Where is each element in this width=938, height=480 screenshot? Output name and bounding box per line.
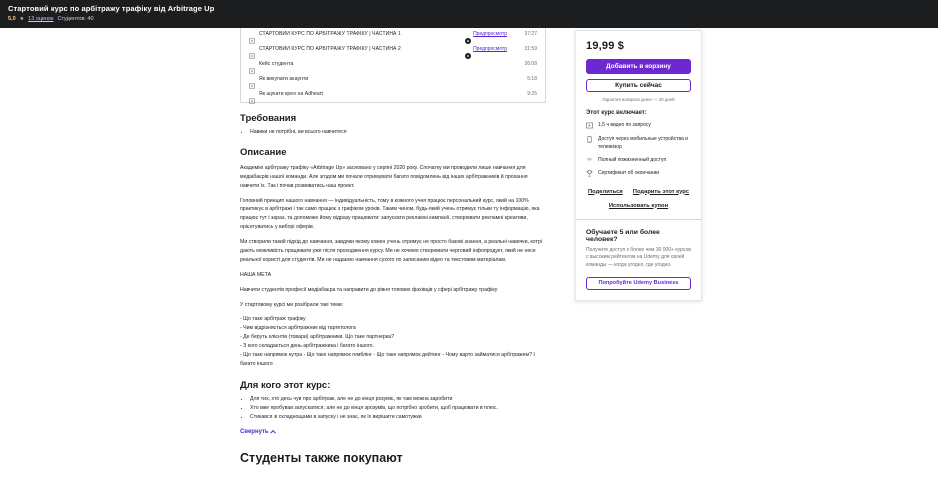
add-to-cart-button[interactable]: Добавить в корзину bbox=[586, 59, 691, 74]
course-price: 19,99 $ bbox=[586, 40, 625, 52]
includes-text: 1,5 ч видео по запросу bbox=[598, 121, 651, 128]
lecture-row[interactable] bbox=[241, 72, 545, 87]
lecture-duration: 37:27 bbox=[524, 30, 537, 37]
lecture-duration: 31:59 bbox=[524, 45, 537, 52]
video-icon bbox=[586, 122, 593, 131]
lecture-duration: 9:25 bbox=[527, 91, 537, 98]
main-content bbox=[240, 25, 546, 465]
lecture-row[interactable] bbox=[241, 87, 545, 102]
description-paragraph: Головний принцип нашого навчання — індивідуальність, тому в кожного учня працює персональний курс, який на 100% практикує в арбітражі і так само працює з графіком уроків. Таким чином, будь-який учень отримує тільки ту інформацію, яка працює тут і зараз, та допоможе йому відразу працювати: запускати рекламні кампанії, створювати рекламні креативи, орієнтуватись у виборі оферів. bbox=[240, 197, 540, 231]
share-link[interactable]: Поделиться bbox=[588, 188, 623, 195]
includes-text: Доступ через мобильные устройства и телевизор bbox=[598, 136, 689, 150]
requirements-list bbox=[250, 128, 546, 137]
students-count: Студентов: 40 bbox=[57, 16, 94, 22]
share-gift-row bbox=[586, 189, 691, 195]
chevron-up-icon bbox=[270, 430, 275, 435]
preview-link[interactable]: Предпросмотр bbox=[473, 30, 507, 37]
lecture-duration: 26:08 bbox=[524, 60, 537, 67]
lecture-video-icon bbox=[249, 61, 255, 67]
preview-link-wrap bbox=[465, 46, 507, 52]
includes-text: Полный пожизненный доступ bbox=[598, 156, 667, 163]
lecture-row[interactable] bbox=[241, 26, 545, 41]
lecture-video-icon bbox=[249, 31, 255, 37]
also-buy-heading: Студенты также покупают bbox=[240, 450, 403, 465]
audience-item: • Хто вже пробував запускатися, але не до кінця зрозумів, що потрібно зробити, щоб працювати в плюс. bbox=[250, 404, 546, 413]
mobile-icon bbox=[586, 136, 593, 145]
ratings-count-link[interactable]: 13 оценок bbox=[28, 16, 54, 22]
infinity-icon: ∞ bbox=[587, 156, 592, 163]
mission-text: Навчити студентів професії медіабаєра та направити до рівня топових фахівців у сфері арбітражу трафіку bbox=[240, 287, 498, 294]
topics-intro: У стартовому курсі ми розібрали такі теми: bbox=[240, 302, 344, 309]
topics-list bbox=[240, 315, 546, 370]
audience-item: • Стикався зі складнощами в запуску і не знає, як їх вирішити самотужки bbox=[250, 413, 546, 422]
lecture-video-icon bbox=[249, 46, 255, 52]
description-paragraph: Ми створили такий підхід до навчання, завдяки якому кожен учень отримує не просто базові знання, а реальні навички, котрі дають можливість працювати уже після проходження курсу. Ми не хочемо створювати черговий інфопродукт, який не несе реальної користі для студентів. Ми не надаємо навчання сухого по записаним відео та текстовим матеріалам. bbox=[240, 238, 542, 263]
lecture-title: Як викупати акаунти bbox=[259, 76, 309, 83]
mission-label: НАША МЕТА bbox=[240, 272, 272, 279]
money-back-guarantee: Гарантия возврата денег — 30 дней bbox=[602, 97, 675, 102]
course-title: Стартовий курс по арбітражу трафіку від Arbitrage Up bbox=[8, 4, 215, 13]
purchase-sidebar bbox=[575, 30, 702, 301]
udemy-business-button[interactable]: Попробуйте Udemy Business bbox=[586, 277, 691, 290]
preview-link-wrap bbox=[465, 31, 507, 37]
star-icon: ★ bbox=[19, 16, 25, 22]
lecture-row[interactable] bbox=[241, 56, 545, 71]
topic-item: - З кого складається день арбітражника і багато іншого. bbox=[240, 343, 374, 350]
sticky-course-header bbox=[0, 0, 938, 28]
course-meta bbox=[8, 16, 930, 22]
lecture-duration: 5:18 bbox=[527, 76, 537, 83]
includes-item bbox=[586, 157, 691, 165]
includes-heading: Этот курс включает: bbox=[586, 110, 647, 116]
description-paragraph: Академію арбітражу трафіку «Arbitrage Up» засновано у серпні 2020 року. Спочатку ми проводили лише навчання для медіабаєрів нашої команди. Але згодом ми почали отримувати багато повідомлень від інших арбітражників й прохання навчити їх. Так і почав розвиватись наш проект. bbox=[240, 165, 528, 189]
rating-value: 5,0 bbox=[8, 16, 16, 22]
description-section bbox=[240, 147, 546, 370]
lecture-title: Кейс студента bbox=[259, 60, 294, 67]
topic-item: - Чим відрізняється арбітражник від таргетолога bbox=[240, 325, 356, 332]
audience-list bbox=[250, 395, 546, 422]
includes-item bbox=[586, 136, 691, 151]
gift-course-link[interactable]: Подарить этот курс bbox=[632, 188, 689, 195]
lecture-video-icon bbox=[249, 76, 255, 82]
play-circle-icon bbox=[465, 31, 471, 37]
lecture-title: СТАРТОВИЙ КУРС ПО АРБІТРАЖУ ТРАФІКУ | ЧАСТИНА 1 bbox=[259, 30, 401, 37]
requirement-item: • Навики не потрібні, ви всього навчитеся bbox=[250, 128, 546, 137]
preview-link[interactable]: Предпросмотр bbox=[473, 45, 507, 52]
collapse-label: Свернуть bbox=[240, 428, 269, 435]
description-heading: Описание bbox=[240, 147, 287, 159]
lecture-video-icon bbox=[249, 91, 255, 97]
lecture-row[interactable] bbox=[241, 41, 545, 56]
apply-coupon-link[interactable]: Использовать купон bbox=[608, 202, 669, 209]
trophy-icon bbox=[586, 170, 593, 179]
requirements-heading: Требования bbox=[240, 112, 297, 124]
topic-item: - Що таке арбітраж трафіку bbox=[240, 316, 306, 322]
includes-item bbox=[586, 122, 691, 131]
play-circle-icon bbox=[465, 46, 471, 52]
topic-item: - Де беруть клієнтів (товари) арбітражники. Що таке партнерка? bbox=[240, 334, 394, 341]
curriculum-box bbox=[240, 25, 546, 103]
sidebar-divider bbox=[576, 219, 701, 220]
includes-item bbox=[586, 170, 691, 179]
collapse-description-button[interactable] bbox=[240, 429, 546, 435]
audience-item: • Для тих, хто десь чув про арбітраж, але не до кінця розуміє, як там можна заробити bbox=[250, 395, 546, 404]
business-heading: Обучаете 5 или более человек? bbox=[586, 228, 660, 243]
topic-item: - Що таке напрямок нутра - Що таке напрямок гемблінг - Що таке напрямок дейтинг - Чому варто займатися арбітражем? І багато іншого bbox=[240, 352, 535, 368]
buy-now-button[interactable]: Купить сейчас bbox=[586, 79, 691, 92]
audience-heading: Для кого этот курс: bbox=[240, 379, 331, 391]
business-text: Получите доступ к более чем 30 000+ курсов с высоким рейтингом на Udemy для своей команды — когда угодно, где угодно. bbox=[586, 246, 691, 268]
includes-text: Сертификат об окончании bbox=[598, 169, 660, 176]
lecture-title: СТАРТОВИЙ КУРС ПО АРБІТРАЖУ ТРАФІКУ | ЧАСТИНА 2 bbox=[259, 45, 401, 52]
lecture-title: Як шукати крео на Adheart bbox=[259, 91, 324, 98]
